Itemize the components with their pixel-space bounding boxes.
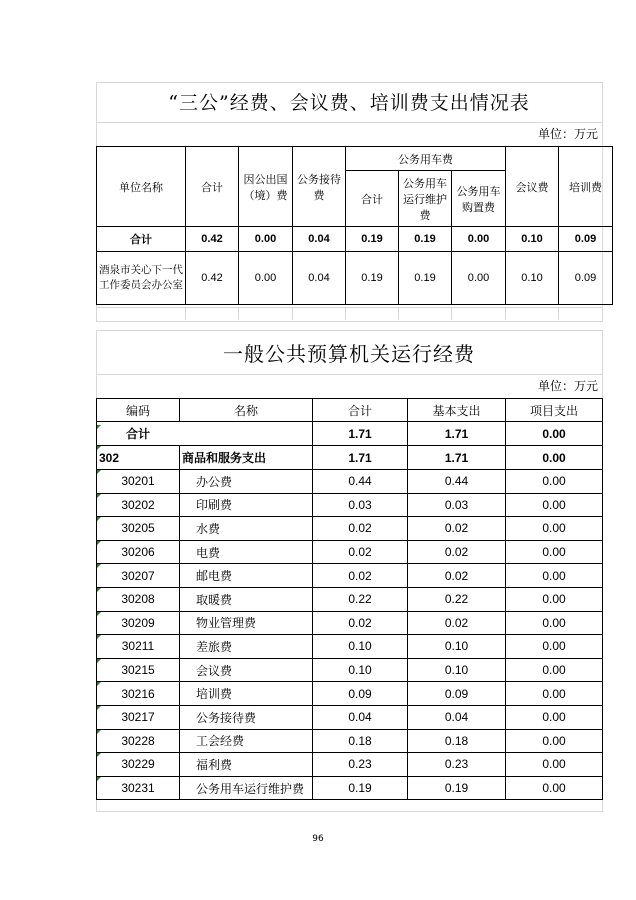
cell-training: 0.09 <box>559 252 613 305</box>
cell-name: 福利费 <box>180 753 313 777</box>
cell-vehicle-total: 0.19 <box>346 227 399 252</box>
table2-title: 一般公共预算机关运行经费 <box>223 342 475 366</box>
table-row <box>97 705 603 729</box>
header-vehicle-group: 公务用车费 <box>346 147 506 171</box>
cell-basic: 1.71 <box>408 446 506 470</box>
cell-basic: 1.71 <box>408 422 506 446</box>
cell-name: 邮电费 <box>180 564 313 588</box>
page-number: 96 <box>312 834 324 844</box>
header-meeting: 会议费 <box>506 147 559 227</box>
cell-total: 0.09 <box>313 682 408 706</box>
cell-code: 30231 <box>97 776 180 800</box>
cell-basic: 0.09 <box>408 682 506 706</box>
cell-training: 0.09 <box>559 227 613 252</box>
cell-total: 0.42 <box>186 252 239 305</box>
cell-total: 0.02 <box>313 564 408 588</box>
table1-title: “三公”经费、会议费、培训费支出情况表 <box>168 92 530 114</box>
cell-basic: 0.03 <box>408 493 506 517</box>
table2-gridline <box>96 374 602 375</box>
cell-name: 物业管理费 <box>180 611 313 635</box>
cell-total: 0.18 <box>313 729 408 753</box>
cell-basic: 0.02 <box>408 611 506 635</box>
cell-total: 1.71 <box>313 446 408 470</box>
cell-project: 0.00 <box>506 658 603 682</box>
table1-gridline <box>398 307 399 320</box>
cell-code: 30215 <box>97 658 180 682</box>
cell-total: 0.22 <box>313 587 408 611</box>
cell-total: 0.23 <box>313 753 408 777</box>
table1-gridline <box>345 307 346 320</box>
table-row <box>97 587 603 611</box>
cell-name: 工会经费 <box>180 729 313 753</box>
table2 <box>96 398 603 800</box>
cell-name: 办公费 <box>180 470 313 494</box>
table-row <box>97 564 603 588</box>
cell-code: 30202 <box>97 493 180 517</box>
header-reception: 公务接待费 <box>293 147 346 227</box>
cell-basic: 0.23 <box>408 753 506 777</box>
header-basic: 基本支出 <box>408 399 506 422</box>
cell-meeting: 0.10 <box>506 252 559 305</box>
cell-vehicle-purchase: 0.00 <box>452 227 506 252</box>
cell-name: 公务接待费 <box>180 705 313 729</box>
table-row <box>97 635 603 659</box>
cell-abroad: 0.00 <box>239 227 293 252</box>
cell-name: 电费 <box>180 540 313 564</box>
table1-gridline <box>558 307 559 320</box>
cell-code: 302 <box>97 446 180 470</box>
cell-code: 30228 <box>97 729 180 753</box>
cell-code: 30217 <box>97 705 180 729</box>
table-row <box>97 729 603 753</box>
cell-abroad: 0.00 <box>239 252 293 305</box>
cell-project: 0.00 <box>506 446 603 470</box>
table-row <box>97 493 603 517</box>
cell-total: 0.04 <box>313 705 408 729</box>
cell-name: 培训费 <box>180 682 313 706</box>
table-row <box>97 611 603 635</box>
cell-basic: 0.10 <box>408 635 506 659</box>
table-row <box>97 682 603 706</box>
cell-meeting: 0.10 <box>506 227 559 252</box>
table2-unit: 单位：万元 <box>537 379 598 393</box>
table-row <box>97 540 603 564</box>
cell-name: 公务用车运行维护费 <box>180 776 313 800</box>
cell-code: 30205 <box>97 517 180 541</box>
table1-gridline <box>96 307 602 308</box>
cell-total: 0.44 <box>313 470 408 494</box>
cell-basic: 0.19 <box>408 776 506 800</box>
cell-code: 30208 <box>97 587 180 611</box>
table-row <box>97 446 603 470</box>
table1-gridline <box>238 307 239 320</box>
header-vehicle-purchase: 公务用车购置费 <box>452 171 506 227</box>
cell-total: 0.02 <box>313 540 408 564</box>
cell-total: 0.19 <box>313 776 408 800</box>
table1 <box>96 146 613 305</box>
cell-name: 差旅费 <box>180 635 313 659</box>
cell-project: 0.00 <box>506 611 603 635</box>
cell-name: 取暖费 <box>180 587 313 611</box>
table-row <box>97 470 603 494</box>
cell-basic: 0.10 <box>408 658 506 682</box>
cell-basic: 0.02 <box>408 564 506 588</box>
cell-project: 0.00 <box>506 635 603 659</box>
cell-code: 30209 <box>97 611 180 635</box>
table1-unit: 单位：万元 <box>537 127 598 141</box>
cell-project: 0.00 <box>506 682 603 706</box>
cell-total-label <box>97 422 313 446</box>
cell-reception: 0.04 <box>293 227 346 252</box>
table-row <box>97 227 613 252</box>
cell-vehicle-total: 0.19 <box>346 252 399 305</box>
table1-gridline <box>451 307 452 320</box>
header-total: 合计 <box>186 147 239 227</box>
header-project: 项目支出 <box>506 399 603 422</box>
table-row <box>97 776 603 800</box>
table-row <box>97 252 613 305</box>
table-row <box>97 422 603 446</box>
cell-project: 0.00 <box>506 540 603 564</box>
table1-gridline <box>505 307 506 320</box>
cell-basic: 0.04 <box>408 705 506 729</box>
table1-gridline <box>292 307 293 320</box>
cell-total: 1.71 <box>313 422 408 446</box>
cell-name: 合计 <box>97 227 186 252</box>
cell-total: 0.42 <box>186 227 239 252</box>
header-unit-name: 单位名称 <box>97 147 186 227</box>
header-total: 合计 <box>313 399 408 422</box>
cell-name: 水费 <box>180 517 313 541</box>
cell-total: 0.10 <box>313 635 408 659</box>
table-row <box>97 517 603 541</box>
cell-code: 30229 <box>97 753 180 777</box>
header-code: 编码 <box>97 399 180 422</box>
cell-basic: 0.18 <box>408 729 506 753</box>
table1-gridline <box>185 307 186 320</box>
cell-code: 30201 <box>97 470 180 494</box>
cell-project: 0.00 <box>506 470 603 494</box>
cell-total: 0.10 <box>313 658 408 682</box>
cell-code: 30216 <box>97 682 180 706</box>
cell-name: 商品和服务支出 <box>180 446 313 470</box>
cell-project: 0.00 <box>506 493 603 517</box>
cell-code: 30211 <box>97 635 180 659</box>
cell-project: 0.00 <box>506 587 603 611</box>
cell-reception: 0.04 <box>293 252 346 305</box>
cell-basic: 0.22 <box>408 587 506 611</box>
cell-basic: 0.44 <box>408 470 506 494</box>
cell-project: 0.00 <box>506 776 603 800</box>
header-vehicle-maint: 公务用车运行维护费 <box>399 171 452 227</box>
cell-name: 印刷费 <box>180 493 313 517</box>
cell-code: 30207 <box>97 564 180 588</box>
cell-total: 0.03 <box>313 493 408 517</box>
cell-total: 0.02 <box>313 517 408 541</box>
cell-project: 0.00 <box>506 705 603 729</box>
table-row <box>97 658 603 682</box>
cell-total: 0.02 <box>313 611 408 635</box>
cell-basic: 0.02 <box>408 517 506 541</box>
cell-project: 0.00 <box>506 729 603 753</box>
cell-code: 30206 <box>97 540 180 564</box>
header-abroad: 因公出国（境）费 <box>239 147 293 227</box>
header-training: 培训费 <box>559 147 613 227</box>
cell-project: 0.00 <box>506 753 603 777</box>
table-row <box>97 753 603 777</box>
table1-gridline <box>96 122 602 123</box>
cell-project: 0.00 <box>506 517 603 541</box>
header-vehicle-total: 合计 <box>346 171 399 227</box>
cell-name: 会议费 <box>180 658 313 682</box>
cell-vehicle-maint: 0.19 <box>399 252 452 305</box>
cell-vehicle-purchase: 0.00 <box>452 252 506 305</box>
cell-project: 0.00 <box>506 422 603 446</box>
cell-project: 0.00 <box>506 564 603 588</box>
total-label-text: 合计 <box>97 425 179 442</box>
cell-name: 酒泉市关心下一代工作委员会办公室 <box>97 252 186 305</box>
cell-vehicle-maint: 0.19 <box>399 227 452 252</box>
cell-basic: 0.02 <box>408 540 506 564</box>
header-name: 名称 <box>180 399 313 422</box>
